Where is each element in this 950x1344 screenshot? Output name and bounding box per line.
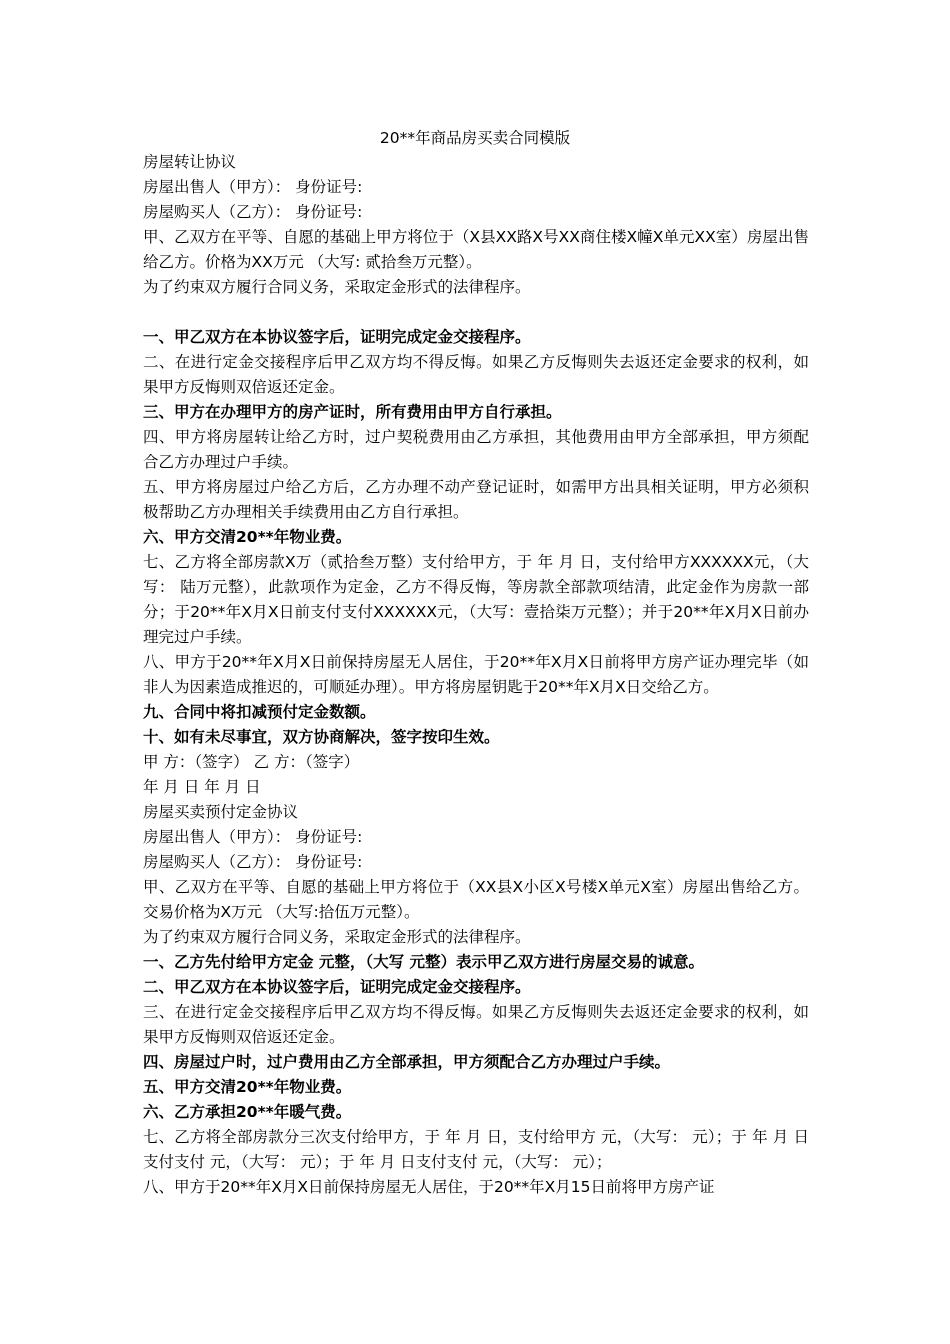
paragraph: 甲 方：（签字） 乙 方：（签字）: [143, 753, 360, 771]
clause-heading: 二、甲乙双方在本协议签字后，证明完成定金交接程序。: [143, 978, 531, 996]
paragraph: 七、乙方将全部房款X万（贰拾叁万整）支付给甲方，于 年 月 日，支付给甲方XXXXXX元，（大写： 陆万元整），此款项作为定金，乙方不得反悔，等房款全部款项结清，此定金作为房款一部分；于20**年X月X日前支付支付XXXXXX元，（大写：壹拾柒万元整）；并于20**年X月X日前办理完过户手续。: [143, 553, 809, 646]
paragraph: 七、乙方将全部房款分三次支付给甲方，于 年 月 日，支付给甲方 元，（大写： 元）；于 年 月 日支付支付 元，（大写： 元）；于 年 月 日支付支付 元，（大写： 元）；: [143, 1128, 809, 1171]
paragraph: 五、甲方将房屋过户给乙方后，乙方办理不动产登记证时，如需甲方出具相关证明，甲方必须积极帮助乙方办理相关手续费用由乙方自行承担。: [143, 478, 809, 521]
clause-heading: 四、房屋过户时，过户费用由乙方全部承担，甲方须配合乙方办理过户手续。: [143, 1053, 671, 1071]
paragraph: 甲、乙双方在平等、自愿的基础上甲方将位于（X县XX路X号XX商住楼X幢X单元XX室）房屋出售给乙方。价格为XX万元 （大写: 贰拾叁万元整）。: [143, 228, 809, 271]
clause-heading: 一、甲乙双方在本协议签字后，证明完成定金交接程序。: [143, 328, 531, 346]
clause-heading: 五、甲方交清20**年物业费。: [143, 1078, 352, 1096]
clause-heading: 九、合同中将扣减预付定金数额。: [143, 703, 376, 721]
blank-line: [143, 300, 809, 325]
paragraph: 八、甲方于20**年X月X日前保持房屋无人居住，于20**年X月X日前将甲方房产证办理完毕（如非人为因素造成推迟的，可顺延办理）。甲方将房屋钥匙于20**年X月X日交给乙方。: [143, 653, 809, 696]
paragraph: 房屋买卖预付定金协议: [143, 803, 299, 821]
paragraph: 三、在进行定金交接程序后甲乙双方均不得反悔。如果乙方反悔则失去返还定金要求的权利，如果甲方反悔则双倍返还定金。: [143, 1003, 809, 1046]
paragraph: 房屋购买人（乙方）： 身份证号:: [143, 203, 363, 221]
clause-heading: 十、如有未尽事宜，双方协商解决，签字按印生效。: [143, 728, 500, 746]
clause-heading: 一、乙方先付给甲方定金 元整，（大写 元整）表示甲乙双方进行房屋交易的诚意。: [143, 953, 705, 971]
document-title: 20**年商品房买卖合同模版: [379, 129, 571, 147]
paragraph: 二、在进行定金交接程序后甲乙双方均不得反悔。如果乙方反悔则失去返还定金要求的权利，如果甲方反悔则双倍返还定金。: [143, 353, 809, 396]
document-body: [143, 150, 809, 1200]
paragraph: 房屋购买人（乙方）： 身份证号:: [143, 853, 363, 871]
paragraph: 房屋出售人（甲方）： 身份证号:: [143, 178, 363, 196]
clause-heading: 六、乙方承担20**年暖气费。: [143, 1103, 352, 1121]
paragraph: 为了约束双方履行合同义务，采取定金形式的法律程序。: [143, 928, 531, 946]
paragraph: 房屋转让协议: [143, 153, 237, 171]
paragraph: 八、甲方于20**年X月X日前保持房屋无人居住，于20**年X月15日前将甲方房产证: [143, 1178, 715, 1196]
clause-heading: 六、甲方交清20**年物业费。: [143, 528, 352, 546]
clause-heading: 三、甲方在办理甲方的房产证时，所有费用由甲方自行承担。: [143, 403, 562, 421]
paragraph: 年 月 日 年 月 日: [143, 778, 261, 796]
paragraph: 甲、乙双方在平等、自愿的基础上甲方将位于（XX县X小区X号楼X单元X室）房屋出售给乙方。交易价格为X万元 （大写:拾伍万元整）。: [143, 878, 809, 921]
paragraph: 四、甲方将房屋转让给乙方时，过户契税费用由乙方承担，其他费用由甲方全部承担，甲方须配合乙方办理过户手续。: [143, 428, 809, 471]
paragraph: 为了约束双方履行合同义务，采取定金形式的法律程序。: [143, 278, 531, 296]
paragraph: 房屋出售人（甲方）： 身份证号:: [143, 828, 363, 846]
